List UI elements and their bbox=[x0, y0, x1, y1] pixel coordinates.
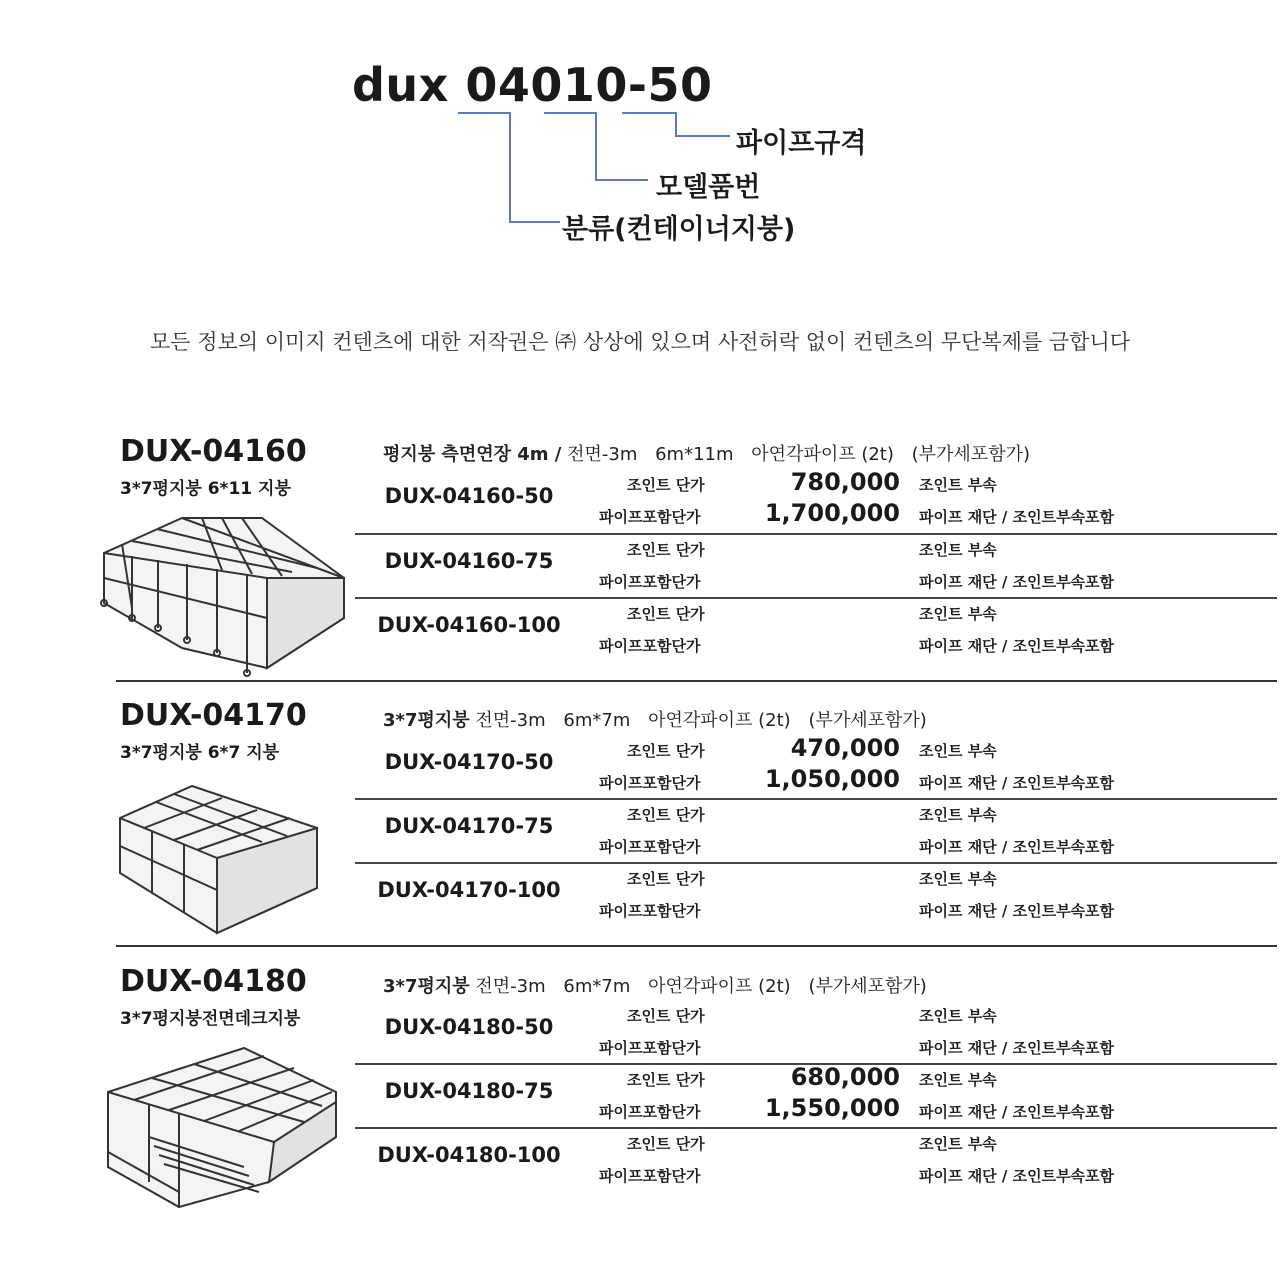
joint-price-label: 조인트 단가 bbox=[627, 1007, 705, 1025]
joint-price-label: 조인트 단가 bbox=[627, 742, 705, 760]
product-spec-line bbox=[383, 972, 939, 998]
joint-note: 조인트 부속 bbox=[919, 870, 997, 888]
joint-note: 조인트 부속 bbox=[919, 605, 997, 623]
legend-category: 분류(컨테이너지붕) bbox=[562, 214, 796, 245]
variant-code: DUX-04170-75 bbox=[384, 814, 554, 838]
pipe-price-label: 파이프포함단가 bbox=[599, 508, 701, 526]
legend-pipe-spec: 파이프규격 bbox=[736, 128, 867, 159]
spec-tax: (부가세포함가) bbox=[911, 444, 1030, 465]
joint-note: 조인트 부속 bbox=[919, 541, 997, 559]
spec-size: 6m*7m bbox=[563, 710, 631, 731]
legend-model-no: 모델품번 bbox=[656, 172, 761, 203]
connector-category bbox=[458, 113, 560, 222]
spec-roof-type: 평지붕 측면연장 4m / bbox=[383, 444, 562, 465]
joint-price: 680,000 bbox=[790, 1063, 900, 1091]
variant-row bbox=[355, 798, 1277, 862]
joint-note: 조인트 부속 bbox=[919, 742, 997, 760]
joint-price: 780,000 bbox=[790, 468, 900, 496]
variant-code: DUX-04180-50 bbox=[384, 1015, 554, 1039]
variant-row bbox=[355, 1063, 1277, 1127]
joint-note: 조인트 부속 bbox=[919, 1007, 997, 1025]
spec-roof-type: 3*7평지붕 bbox=[383, 710, 470, 731]
roof-structure-illustration bbox=[112, 778, 332, 938]
pipe-note: 파이프 재단 / 조인트부속포함 bbox=[919, 1103, 1115, 1121]
variant-code: DUX-04180-75 bbox=[384, 1079, 554, 1103]
product-subtitle: 3*7평지붕 6*7 지붕 bbox=[120, 743, 280, 763]
pipe-price: 1,050,000 bbox=[764, 765, 900, 793]
pipe-note: 파이프 재단 / 조인트부속포함 bbox=[919, 838, 1115, 856]
product-spec-line bbox=[383, 440, 1042, 466]
model-code-example: dux 04010-50 bbox=[352, 58, 713, 112]
joint-note: 조인트 부속 bbox=[919, 806, 997, 824]
spec-front: 전면-3m bbox=[475, 710, 546, 731]
pipe-price-label: 파이프포함단가 bbox=[599, 1103, 701, 1121]
variant-code: DUX-04170-100 bbox=[377, 878, 561, 902]
pipe-price-label: 파이프포함단가 bbox=[599, 902, 701, 920]
joint-price-label: 조인트 단가 bbox=[627, 541, 705, 559]
variant-code: DUX-04160-100 bbox=[377, 613, 561, 637]
variant-row bbox=[355, 862, 1277, 926]
pipe-note: 파이프 재단 / 조인트부속포함 bbox=[919, 637, 1115, 655]
variant-row bbox=[355, 597, 1277, 661]
section-divider bbox=[116, 680, 1277, 682]
pipe-price-label: 파이프포함단가 bbox=[599, 838, 701, 856]
product-code: DUX-04160 bbox=[120, 434, 307, 469]
roof-structure-illustration bbox=[104, 1042, 344, 1212]
roof-structure-illustration bbox=[92, 508, 357, 688]
variant-row bbox=[355, 468, 1277, 532]
copyright-notice: 모든 정보의 이미지 컨텐츠에 대한 저작권은 ㈜ 상상에 있으며 사전허락 없이 컨텐츠의 무단복제를 금합니다 bbox=[149, 330, 1131, 354]
spec-pipe: 아연각파이프 (2t) bbox=[751, 444, 894, 465]
pipe-price-label: 파이프포함단가 bbox=[599, 774, 701, 792]
spec-tax: (부가세포함가) bbox=[808, 710, 927, 731]
product-subtitle: 3*7평지붕전면데크지붕 bbox=[120, 1009, 301, 1029]
joint-price-label: 조인트 단가 bbox=[627, 806, 705, 824]
section-divider bbox=[116, 945, 1277, 947]
product-spec-line bbox=[383, 706, 939, 732]
spec-tax: (부가세포함가) bbox=[808, 976, 927, 997]
pipe-note: 파이프 재단 / 조인트부속포함 bbox=[919, 902, 1115, 920]
pipe-price-label: 파이프포함단가 bbox=[599, 1167, 701, 1185]
variant-code: DUX-04180-100 bbox=[377, 1143, 561, 1167]
joint-price-label: 조인트 단가 bbox=[627, 1071, 705, 1089]
joint-price-label: 조인트 단가 bbox=[627, 1135, 705, 1153]
pipe-note: 파이프 재단 / 조인트부속포함 bbox=[919, 573, 1115, 591]
connector-pipe-spec bbox=[622, 113, 730, 136]
product-subtitle: 3*7평지붕 6*11 지붕 bbox=[120, 479, 291, 499]
pipe-price: 1,700,000 bbox=[764, 499, 900, 527]
pipe-price-label: 파이프포함단가 bbox=[599, 637, 701, 655]
connector-model-no bbox=[544, 113, 648, 180]
variant-code: DUX-04160-75 bbox=[384, 549, 554, 573]
spec-front: 전면-3m bbox=[567, 444, 638, 465]
joint-note: 조인트 부속 bbox=[919, 1135, 997, 1153]
variant-row bbox=[355, 734, 1277, 798]
variant-code: DUX-04170-50 bbox=[384, 750, 554, 774]
product-code: DUX-04180 bbox=[120, 964, 307, 999]
joint-note: 조인트 부속 bbox=[919, 476, 997, 494]
joint-price-label: 조인트 단가 bbox=[627, 605, 705, 623]
variant-row bbox=[355, 533, 1277, 597]
pipe-note: 파이프 재단 / 조인트부속포함 bbox=[919, 774, 1115, 792]
spec-roof-type: 3*7평지붕 bbox=[383, 976, 470, 997]
variant-row bbox=[355, 1127, 1277, 1191]
spec-size: 6m*7m bbox=[563, 976, 631, 997]
joint-note: 조인트 부속 bbox=[919, 1071, 997, 1089]
pipe-note: 파이프 재단 / 조인트부속포함 bbox=[919, 508, 1115, 526]
spec-pipe: 아연각파이프 (2t) bbox=[648, 976, 791, 997]
spec-size: 6m*11m bbox=[655, 444, 734, 465]
joint-price: 470,000 bbox=[790, 734, 900, 762]
spec-front: 전면-3m bbox=[475, 976, 546, 997]
spec-pipe: 아연각파이프 (2t) bbox=[648, 710, 791, 731]
pipe-note: 파이프 재단 / 조인트부속포함 bbox=[919, 1167, 1115, 1185]
pipe-price-label: 파이프포함단가 bbox=[599, 1039, 701, 1057]
pipe-price: 1,550,000 bbox=[764, 1094, 900, 1122]
variant-row bbox=[355, 999, 1277, 1063]
product-code: DUX-04170 bbox=[120, 698, 307, 733]
pipe-price-label: 파이프포함단가 bbox=[599, 573, 701, 591]
joint-price-label: 조인트 단가 bbox=[627, 476, 705, 494]
variant-code: DUX-04160-50 bbox=[384, 484, 554, 508]
joint-price-label: 조인트 단가 bbox=[627, 870, 705, 888]
pipe-note: 파이프 재단 / 조인트부속포함 bbox=[919, 1039, 1115, 1057]
